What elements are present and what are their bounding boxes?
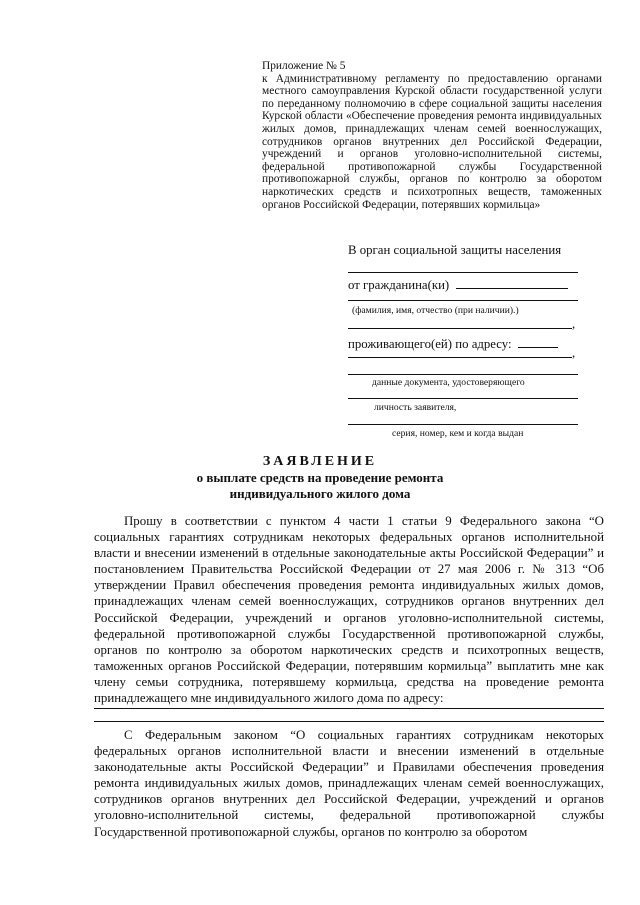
- addressee-line-3[interactable]: [348, 328, 572, 329]
- comma-2: ,: [572, 346, 576, 360]
- addressee-to: В орган социальной защиты населения: [348, 243, 562, 257]
- addressee-line-7[interactable]: [348, 424, 578, 425]
- addressee-line-5[interactable]: [348, 374, 578, 375]
- name-caption: (фамилия, имя, отчество (при наличии).): [352, 305, 519, 316]
- appendix-note: [262, 60, 602, 211]
- identity-caption: личность заявителя,: [374, 402, 457, 413]
- address-fill-line-1[interactable]: [94, 708, 604, 709]
- addressee-line-4[interactable]: [348, 357, 572, 358]
- document-subtitle-1: о выплате средств на проведение ремонта: [196, 470, 444, 485]
- addressee-line-1: [348, 272, 578, 273]
- comma-1: ,: [572, 317, 576, 331]
- from-name-field[interactable]: [456, 277, 568, 289]
- addressee-residing-label: проживающего(ей) по адресу:: [348, 337, 512, 351]
- document-subtitle-2: индивидуального жилого дома: [229, 486, 411, 501]
- series-caption: серия, номер, кем и когда выдан: [392, 428, 524, 439]
- addressee-from-label: от гражданина(ки): [348, 278, 450, 292]
- document-title: ЗАЯВЛЕНИЕ: [262, 454, 378, 469]
- acknowledgement-paragraph: С Федеральным законом “О социальных гарантиях сотрудникам некоторых федеральных органов исполнительной власти и внесении изменений в отдельные законодательные акты Российской Федерации” и Правилами обеспечения проведения ремонта индивидуальных жилых домов, принадлежащих членам семей военнослужащих, сотрудников органов внутренних дел Российской Федерации, учреждений и органов уголовно-исполнительной системы, федеральной противопожарной службы Государственной противопожарной службы, органов по контролю за оборотом: [94, 728, 604, 839]
- request-paragraph: Прошу в соответствии с пунктом 4 части 1 статьи 9 Федерального закона “О социальных гарантиях сотрудникам некоторых федеральных органов исполнительной власти и внесении изменений в отдельные законодательные акты Российской Федерации” и постановлением Правительства Российской Федерации от 27 мая 2006 г. № 313 “Об утверждении Правил обеспечения проведения ремонта индивидуальных жилых домов, принадлежащих членам семей военнослужащих, сотрудников органов внутренних дел Российской Федерации, учреждений и органов уголовно-исполнительной системы, федеральной противопожарной службы Государственной противопожарной службы, органов по контролю за оборотом наркотических средств и психотропных веществ, таможенных органов Российской Федерации, потерявшим кормильца” выплатить мне как члену семьи сотрудника, потерявшему кормильца, средства на проведение ремонта принадлежащего мне индивидуального жилого дома по адресу:: [94, 514, 604, 706]
- appendix-title: Приложение № 5: [262, 60, 346, 72]
- addressee-line-2: [348, 300, 578, 301]
- doc-caption: данные документа, удостоверяющего: [372, 377, 525, 388]
- address-field[interactable]: [518, 336, 558, 348]
- appendix-text: к Административному регламенту по предоставлению органами местного самоуправления Курской области государственной услуги по переданному полномочию в сфере социальной защиты населения Курской области «Обеспечение проведения ремонта индивидуальных жилых домов, принадлежащих членам семей военнослужащих, сотрудников органов внутренних дел Российской Федерации, учреждений и органов уголовно-исполнительной системы, федеральной противопожарной службы Государственной противопожарной службы, органов по контролю за оборотом наркотических средств и психотропных веществ, таможенных органов Российской Федерации, потерявших кормильца»: [262, 72, 602, 211]
- document-heading: [0, 453, 640, 502]
- addressee-from-row: [348, 277, 568, 293]
- addressee-residing-row: [348, 336, 558, 352]
- addressee-line-6[interactable]: [348, 398, 578, 399]
- address-fill-line-2[interactable]: [94, 721, 604, 722]
